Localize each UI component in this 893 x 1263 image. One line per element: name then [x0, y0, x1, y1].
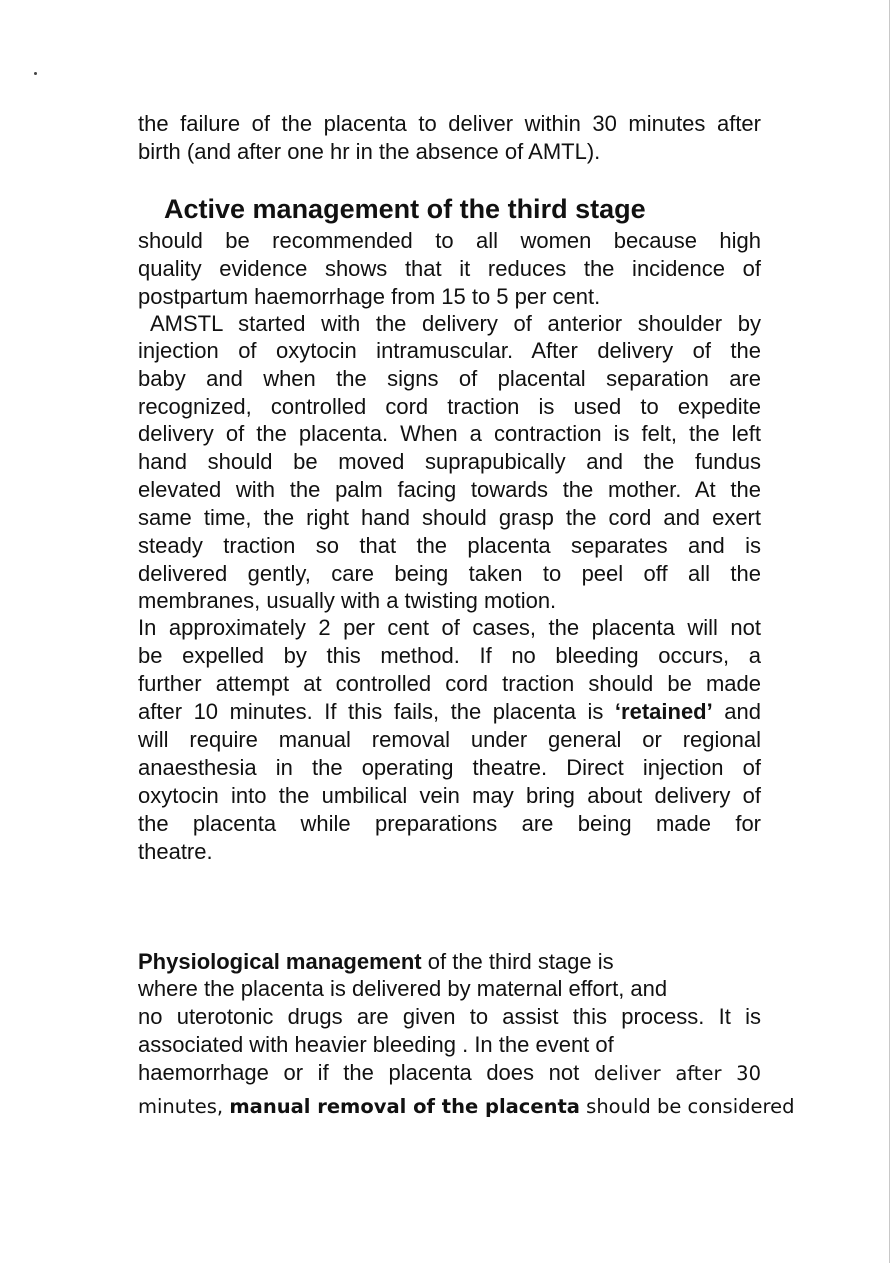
physio-line-6 [138, 1093, 795, 1121]
physio-line6-start: minutes, [138, 1095, 230, 1118]
retained-term: ‘retained’ [614, 699, 713, 724]
active-para2-line-5: delivery of the placenta. When a contraction is felt, the left [138, 421, 761, 446]
physio-line5-start: haemorrhage or if the placenta does not [138, 1060, 594, 1085]
physio-line1-rest: of the third stage is [421, 949, 614, 974]
active-para2-line-8: same time, the right hand should grasp the cord and exert [138, 505, 761, 530]
active-para3-line-2: be expelled by this method. If no bleeding occurs, a [138, 643, 761, 668]
physio-line-2: where the placenta is delivered by maternal effort, and [138, 976, 668, 1001]
active-para1-line-1: should be recommended to all women because high [138, 228, 761, 253]
active-para3-line-1: In approximately 2 per cent of cases, the placenta will not [138, 615, 761, 640]
physio-line-5 [138, 1059, 761, 1088]
para3-line4-text: after 10 minutes. If this fails, the placenta is [138, 699, 615, 724]
active-para2-line-7: elevated with the palm facing towards the mother. At the [138, 477, 761, 502]
intro-line-1: the failure of the placenta to deliver within 30 minutes after [138, 111, 761, 136]
active-para2-line-4: recognized, controlled cord traction is used to expedite [138, 394, 761, 419]
active-para2-line-1: AMSTL started with the delivery of anterior shoulder by [150, 311, 761, 336]
page-edge-line [889, 0, 890, 1263]
para3-line4-end: and [712, 699, 761, 724]
active-para2-line-10: delivered gently, care being taken to peel off all the [138, 561, 761, 586]
active-para1-line-2: quality evidence shows that it reduces the incidence of [138, 256, 761, 281]
physio-line-4: associated with heavier bleeding . In the event of [138, 1032, 614, 1057]
physio-line5-end: deliver after 30 [593, 1062, 761, 1085]
active-para3-line-4 [138, 698, 761, 726]
active-para3-line-3: further attempt at controlled cord traction should be made [138, 671, 761, 696]
section-heading-active-management: Active management of the third stage [164, 194, 646, 224]
active-para3-line-6: anaesthesia in the operating theatre. Direct injection of [138, 755, 761, 780]
active-para3-line-8: the placenta while preparations are being made for [138, 811, 761, 836]
active-para1-line-3: postpartum haemorrhage from 15 to 5 per cent. [138, 284, 601, 309]
active-para2-line-2: injection of oxytocin intramuscular. After delivery of the [138, 338, 761, 363]
active-para2-line-11: membranes, usually with a twisting motion. [138, 588, 557, 613]
active-para3-line-9: theatre. [138, 839, 213, 864]
scan-speck [34, 72, 37, 75]
active-para2-line-6: hand should be moved suprapubically and the fundus [138, 449, 761, 474]
intro-line-2: birth (and after one hr in the absence of AMTL). [138, 139, 601, 164]
active-para3-line-5: will require manual removal under general or regional [138, 727, 761, 752]
physio-line6-end: should be considered [579, 1095, 795, 1118]
active-para2-line-9: steady traction so that the placenta separates and is [138, 533, 761, 558]
physio-line-3: no uterotonic drugs are given to assist this process. It is [138, 1004, 761, 1029]
active-para3-line-7: oxytocin into the umbilical vein may bring about delivery of [138, 783, 761, 808]
physio-line-1 [138, 948, 761, 976]
physiological-management-term: Physiological management [138, 949, 422, 974]
manual-removal-term: manual removal of the placenta [229, 1095, 580, 1118]
active-para2-line-3: baby and when the signs of placental separation are [138, 366, 761, 391]
